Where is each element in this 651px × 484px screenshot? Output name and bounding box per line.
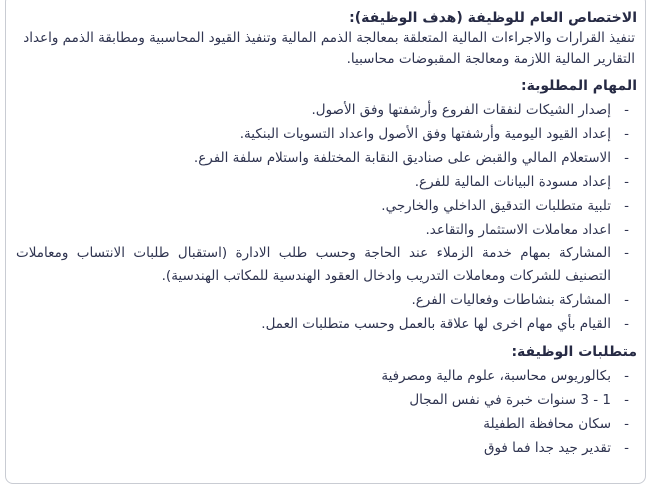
purpose-section [16,8,637,70]
purpose-text: تنفيذ القرارات والاجراءات المالية المتعلقة بمعالجة الذمم المالية وتنفيذ القيود المحاسبية ومطابقة الذمم واعداد التقارير المالية اللازمة ومعالجة المقبوضات محاسبيا. [23,30,635,67]
tasks-heading: المهام المطلوبة: [521,78,637,94]
task-text: المشاركة بمهام خدمة الزملاء عند الحاجة وحسب طلب الادارة (استقبال طلبات الانتساب ومعاملات التصنيف للشركات ومعاملات التدريب وادخال العقود الهندسية للمكاتب الهندسية). [16,245,611,284]
task-text: الاستعلام المالي والقبض على صناديق النقابة المختلفة واستلام سلفة الفرع. [193,150,611,166]
list-item [16,364,637,388]
bullet-dash: - [624,222,629,238]
task-text: اعداد معاملات الاستثمار والتقاعد. [425,222,611,238]
list-item [16,218,637,242]
task-text: إعداد مسودة البيانات المالية للفرع. [414,174,611,190]
list-item [16,388,637,412]
bullet-dash: - [624,316,629,332]
task-text: إعداد القيود اليومية وأرشفتها وفق الأصول واعداد التسويات البنكية. [239,126,611,142]
bullet-dash: - [624,102,629,118]
requirements-section [16,342,637,460]
purpose-heading: الاختصاص العام للوظيفة (هدف الوظيفة): [349,10,637,26]
task-text: تلبية متطلبات التدقيق الداخلي والخارجي. [381,198,611,214]
job-description-document [16,8,637,460]
list-item [16,146,637,170]
task-text: إصدار الشيكات لنفقات الفروع وأرشفتها وفق الأصول. [311,102,611,118]
requirement-text: سكان محافظة الطفيلة [483,416,611,432]
bullet-dash: - [624,150,629,166]
list-item [16,288,637,312]
list-item [16,122,637,146]
list-item [16,312,637,336]
requirements-heading: متطلبات الوظيفة: [511,344,637,360]
tasks-section [16,76,637,336]
list-item [16,170,637,194]
task-text: المشاركة بنشاطات وفعاليات الفرع. [411,292,611,308]
list-item [16,98,637,122]
bullet-dash: - [624,368,629,384]
bullet-dash: - [624,245,629,261]
task-text: القيام بأي مهام اخرى لها علاقة بالعمل وحسب متطلبات العمل. [261,316,611,332]
bullet-dash: - [624,292,629,308]
bullet-dash: - [624,174,629,190]
list-item [16,194,637,218]
requirement-text: تقدير جيد جدا فما فوق [483,440,611,456]
requirement-text: بكالوريوس محاسبة، علوم مالية ومصرفية [381,368,611,384]
bullet-dash: - [624,440,629,456]
list-item [16,242,637,288]
requirement-text: 1 - 3 سنوات خبرة في نفس المجال [409,392,611,408]
requirements-list [16,364,637,460]
list-item [16,412,637,436]
bullet-dash: - [624,392,629,408]
list-item [16,436,637,460]
bullet-dash: - [624,198,629,214]
bullet-dash: - [624,416,629,432]
bullet-dash: - [624,126,629,142]
tasks-list [16,98,637,336]
